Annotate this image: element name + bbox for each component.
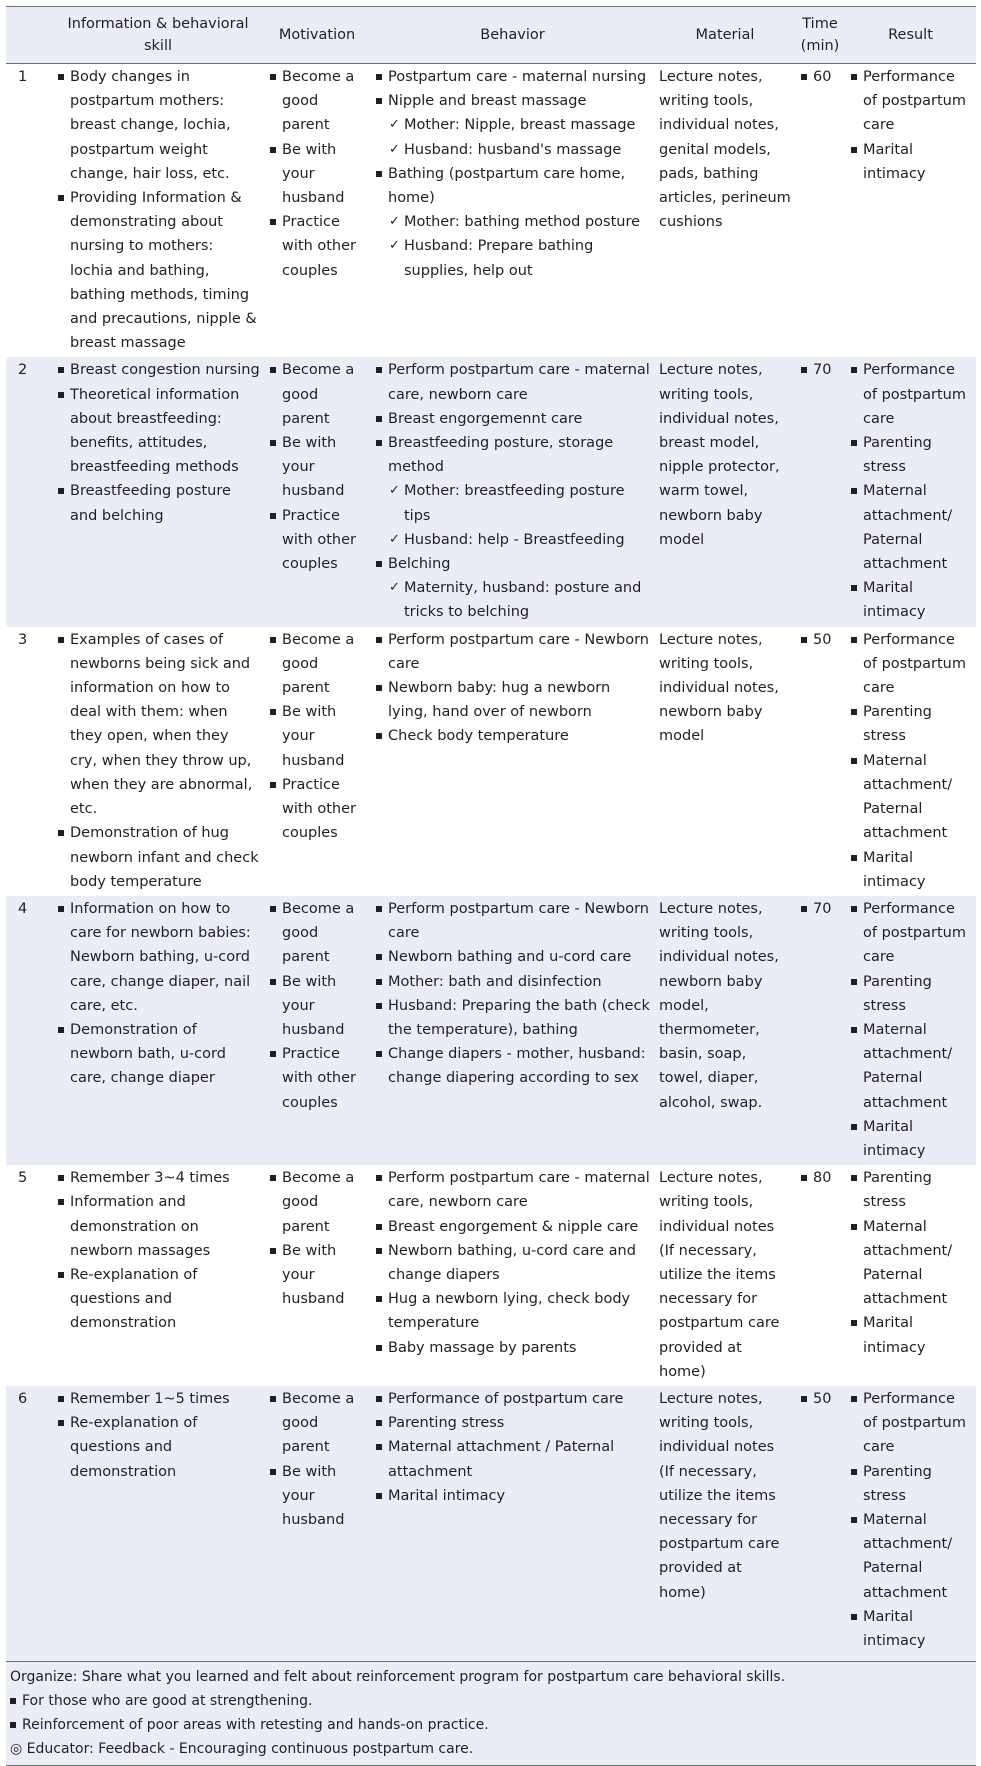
table-row xyxy=(6,64,976,358)
information-item: Information on how to care for newborn babies: Newborn bathing, u-cord care, change diaper, nail care, etc. xyxy=(56,897,260,1018)
table-row xyxy=(6,1386,976,1662)
session-number: 4 xyxy=(18,900,28,917)
footer-item: Reinforcement of poor areas with retesting and hands-on practice. xyxy=(10,1713,972,1737)
information-list xyxy=(56,65,260,355)
motivation-item: Be with your husband xyxy=(268,431,366,504)
motivation-item: Become a good parent xyxy=(268,358,366,431)
information-item: Demonstration of hug newborn infant and check body temperature xyxy=(56,821,260,894)
time-cell xyxy=(795,627,845,896)
time-value: 70 xyxy=(799,358,841,382)
time-cell xyxy=(795,357,845,626)
behavior-item: Change diapers - mother, husband: change diapering according to sex xyxy=(374,1042,651,1090)
behavior-subitem: ✓ Mother: Nipple, breast massage xyxy=(374,113,651,137)
motivation-list xyxy=(268,628,366,846)
behavior-item: Baby massage by parents xyxy=(374,1336,651,1360)
result-item: Performance of postpartum care xyxy=(849,897,972,970)
time-cell xyxy=(795,64,845,358)
time-value: 60 xyxy=(799,65,841,89)
motivation-item: Be with your husband xyxy=(268,700,366,773)
time-cell xyxy=(795,1165,845,1386)
behavior-list xyxy=(374,897,651,1091)
behavior-cell xyxy=(370,1386,655,1662)
program-table xyxy=(6,6,976,1766)
result-item: Performance of postpartum care xyxy=(849,1387,972,1460)
behavior-item: Check body temperature xyxy=(374,724,651,748)
result-item: Parenting stress xyxy=(849,431,972,479)
footer-cell xyxy=(6,1662,976,1766)
behavior-subitem: ✓ Mother: breastfeeding posture tips xyxy=(374,479,651,527)
behavior-item: Marital intimacy xyxy=(374,1484,651,1508)
result-item: Maternal attachment/ Paternal attachment xyxy=(849,1215,972,1312)
time-cell xyxy=(795,896,845,1165)
table-row xyxy=(6,1165,976,1386)
behavior-subitem: ✓ Mother: bathing method posture xyxy=(374,210,651,234)
behavior-item: Newborn bathing, u-cord care and change diapers xyxy=(374,1239,651,1287)
material-cell: Lecture notes, writing tools, individual notes, breast model, nipple protector, warm towel, newborn baby model xyxy=(659,362,780,548)
result-item: Parenting stress xyxy=(849,1166,972,1214)
result-item: Maternal attachment/ Paternal attachment xyxy=(849,1508,972,1605)
header-result: Result xyxy=(888,27,933,43)
time-value: 70 xyxy=(799,897,841,921)
information-item: Re-explanation of questions and demonstration xyxy=(56,1411,260,1484)
motivation-cell xyxy=(264,896,370,1165)
motivation-item: Become a good parent xyxy=(268,1387,366,1460)
header-material: Material xyxy=(695,27,755,43)
behavior-item: Postpartum care - maternal nursing xyxy=(374,65,651,89)
result-item: Marital intimacy xyxy=(849,1311,972,1359)
motivation-item: Be with your husband xyxy=(268,1239,366,1312)
motivation-list xyxy=(268,897,366,1115)
header-information: Information & behavioral skill xyxy=(67,16,249,54)
material-cell: Lecture notes, writing tools, individual notes, genital models, pads, bathing articles, perineum cushions xyxy=(659,69,791,231)
behavior-list xyxy=(374,1166,651,1360)
result-item: Marital intimacy xyxy=(849,138,972,186)
result-item: Marital intimacy xyxy=(849,576,972,624)
behavior-item: Belching xyxy=(374,552,651,576)
information-cell xyxy=(52,1165,264,1386)
behavior-item: Performance of postpartum care xyxy=(374,1387,651,1411)
behavior-item: Breastfeeding posture, storage method xyxy=(374,431,651,479)
motivation-item: Become a good parent xyxy=(268,628,366,701)
footer-educator: ◎ Educator: Feedback - Encouraging continuous postpartum care. xyxy=(10,1741,474,1758)
table-row xyxy=(6,627,976,896)
footer-organize: Organize: Share what you learned and felt about reinforcement program for postpartum care behavioral skills. xyxy=(10,1669,786,1686)
motivation-item: Practice with other couples xyxy=(268,504,366,577)
result-cell xyxy=(845,1165,976,1386)
behavior-cell xyxy=(370,896,655,1165)
material-cell: Lecture notes, writing tools, individual notes (If necessary, utilize the items necessary for postpartum care provided at home) xyxy=(659,1390,780,1601)
result-list xyxy=(849,1166,972,1360)
result-item: Performance of postpartum care xyxy=(849,628,972,701)
result-item: Maternal attachment/ Paternal attachment xyxy=(849,749,972,846)
information-cell xyxy=(52,357,264,626)
information-item: Breast congestion nursing xyxy=(56,358,260,382)
information-item: Breastfeeding posture and belching xyxy=(56,479,260,527)
result-list xyxy=(849,358,972,624)
information-item: Information and demonstration on newborn massages xyxy=(56,1190,260,1263)
material-cell: Lecture notes, writing tools, individual notes (If necessary, utilize the items necessary for postpartum care provided at home) xyxy=(659,1170,780,1380)
information-cell xyxy=(52,1386,264,1662)
header-motivation: Motivation xyxy=(278,27,356,43)
result-item: Performance of postpartum care xyxy=(849,358,972,431)
motivation-item: Become a good parent xyxy=(268,65,366,138)
behavior-subitem: ✓ Husband: help - Breastfeeding xyxy=(374,528,651,552)
result-item: Parenting stress xyxy=(849,700,972,748)
result-list xyxy=(849,628,972,894)
information-item: Examples of cases of newborns being sick and information on how to deal with them: when they open, when they cry, when they throw up, when they are abnormal, etc. xyxy=(56,628,260,822)
header-row xyxy=(6,7,976,64)
motivation-item: Practice with other couples xyxy=(268,773,366,846)
behavior-cell xyxy=(370,1165,655,1386)
table-row xyxy=(6,357,976,626)
behavior-list xyxy=(374,358,651,624)
motivation-list xyxy=(268,358,366,576)
behavior-list xyxy=(374,65,651,283)
material-cell: Lecture notes, writing tools, individual notes, newborn baby model xyxy=(659,631,779,745)
motivation-item: Become a good parent xyxy=(268,897,366,970)
behavior-subitem: ✓ Maternity, husband: posture and tricks to belching xyxy=(374,576,651,624)
motivation-item: Become a good parent xyxy=(268,1166,366,1239)
result-item: Performance of postpartum care xyxy=(849,65,972,138)
motivation-cell xyxy=(264,1165,370,1386)
information-item: Remember 1~5 times xyxy=(56,1387,260,1411)
footer-item: For those who are good at strengthening. xyxy=(10,1689,972,1713)
motivation-item: Practice with other couples xyxy=(268,210,366,283)
result-cell xyxy=(845,1386,976,1662)
result-list xyxy=(849,65,972,186)
motivation-item: Be with your husband xyxy=(268,1460,366,1533)
behavior-subitem: ✓ Husband: Prepare bathing supplies, help out xyxy=(374,234,651,282)
behavior-item: Breast engorgement & nipple care xyxy=(374,1215,651,1239)
material-cell: Lecture notes, writing tools, individual notes, newborn baby model, thermometer, basin, soap, towel, diaper, alcohol, swap. xyxy=(659,900,779,1111)
result-cell xyxy=(845,896,976,1165)
result-item: Marital intimacy xyxy=(849,1115,972,1163)
behavior-item: Newborn bathing and u-cord care xyxy=(374,945,651,969)
behavior-item: Newborn baby: hug a newborn lying, hand over of newborn xyxy=(374,676,651,724)
information-item: Remember 3~4 times xyxy=(56,1166,260,1190)
motivation-cell xyxy=(264,64,370,358)
behavior-cell xyxy=(370,627,655,896)
behavior-item: Parenting stress xyxy=(374,1411,651,1435)
motivation-item: Be with your husband xyxy=(268,970,366,1043)
session-number: 6 xyxy=(18,1390,28,1407)
result-cell xyxy=(845,627,976,896)
session-number: 5 xyxy=(18,1170,28,1187)
result-item: Marital intimacy xyxy=(849,846,972,894)
behavior-cell xyxy=(370,357,655,626)
header-session-number xyxy=(6,7,52,64)
behavior-item: Hug a newborn lying, check body temperature xyxy=(374,1287,651,1335)
information-list xyxy=(56,628,260,894)
behavior-cell xyxy=(370,64,655,358)
information-cell xyxy=(52,896,264,1165)
motivation-cell xyxy=(264,357,370,626)
result-item: Marital intimacy xyxy=(849,1605,972,1653)
time-value: 50 xyxy=(799,1387,841,1411)
information-list xyxy=(56,358,260,527)
result-item: Parenting stress xyxy=(849,970,972,1018)
behavior-item: Mother: bath and disinfection xyxy=(374,970,651,994)
time-cell xyxy=(795,1386,845,1662)
behavior-item: Perform postpartum care - Newborn care xyxy=(374,628,651,676)
behavior-item: Breast engorgemennt care xyxy=(374,407,651,431)
motivation-cell xyxy=(264,1386,370,1662)
information-item: Body changes in postpartum mothers: breast change, lochia, postpartum weight change, hair loss, etc. xyxy=(56,65,260,186)
result-cell xyxy=(845,64,976,358)
information-list xyxy=(56,1166,260,1335)
session-number: 1 xyxy=(18,69,28,85)
motivation-list xyxy=(268,65,366,283)
footer-row xyxy=(6,1662,976,1766)
information-list xyxy=(56,1387,260,1484)
behavior-item: Maternal attachment / Paternal attachment xyxy=(374,1435,651,1483)
information-cell xyxy=(52,627,264,896)
table-row xyxy=(6,896,976,1165)
behavior-item: Husband: Preparing the bath (check the temperature), bathing xyxy=(374,994,651,1042)
motivation-list xyxy=(268,1387,366,1532)
behavior-subitem: ✓ Husband: husband's massage xyxy=(374,138,651,162)
motivation-item: Be with your husband xyxy=(268,138,366,211)
result-item: Maternal attachment/ Paternal attachment xyxy=(849,479,972,576)
session-number: 2 xyxy=(18,362,28,379)
session-number: 3 xyxy=(18,631,28,648)
motivation-item: Practice with other couples xyxy=(268,1042,366,1115)
behavior-item: Perform postpartum care - maternal care, newborn care xyxy=(374,1166,651,1214)
information-cell xyxy=(52,64,264,358)
motivation-list xyxy=(268,1166,366,1311)
result-cell xyxy=(845,357,976,626)
result-list xyxy=(849,897,972,1163)
behavior-item: Perform postpartum care - Newborn care xyxy=(374,897,651,945)
behavior-list xyxy=(374,628,651,749)
result-list xyxy=(849,1387,972,1653)
time-value: 50 xyxy=(799,628,841,652)
behavior-item: Bathing (postpartum care home, home) xyxy=(374,162,651,210)
header-time: Time (min) xyxy=(800,16,840,54)
information-item: Re-explanation of questions and demonstration xyxy=(56,1263,260,1336)
information-item: Providing Information & demonstrating about nursing to mothers: lochia and bathing, bathing methods, timing and precautions, nipple & breast massage xyxy=(56,186,260,355)
behavior-list xyxy=(374,1387,651,1508)
information-list xyxy=(56,897,260,1091)
information-item: Theoretical information about breastfeeding: benefits, attitudes, breastfeeding methods xyxy=(56,383,260,480)
behavior-item: Nipple and breast massage xyxy=(374,89,651,113)
result-item: Maternal attachment/ Paternal attachment xyxy=(849,1018,972,1115)
table-body xyxy=(6,64,976,1662)
information-item: Demonstration of newborn bath, u-cord care, change diaper xyxy=(56,1018,260,1091)
time-value: 80 xyxy=(799,1166,841,1190)
motivation-cell xyxy=(264,627,370,896)
result-item: Parenting stress xyxy=(849,1460,972,1508)
behavior-item: Perform postpartum care - maternal care, newborn care xyxy=(374,358,651,406)
header-behavior: Behavior xyxy=(480,27,545,43)
